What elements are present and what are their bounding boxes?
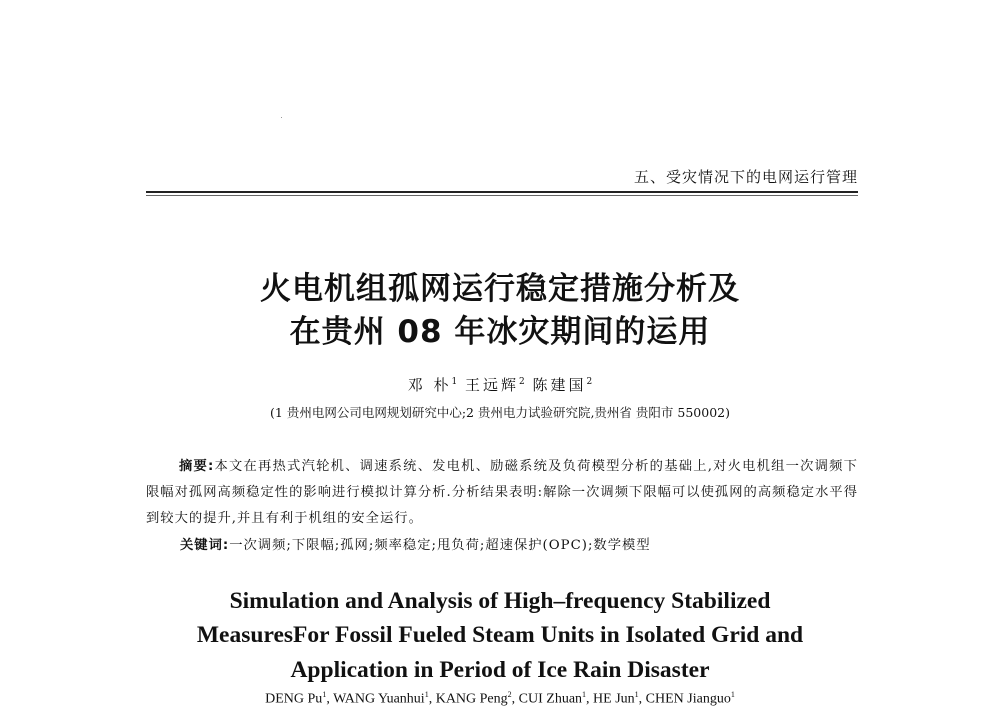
author-en-sup: 2: [507, 690, 512, 699]
author-en-sup: 1: [424, 690, 429, 699]
title-cn-line-1: 火电机组孤网运行稳定措施分析及: [260, 271, 740, 307]
keywords: [180, 534, 651, 553]
abstract-label: 摘要:: [179, 459, 215, 474]
abstract: [146, 454, 858, 532]
author-cn-sup: 2: [586, 377, 593, 387]
author-cn-name: 陈建国: [532, 376, 587, 394]
author-en-sup: 1: [634, 690, 639, 699]
header-rule-thick: [146, 191, 858, 193]
header-rule-thin: [146, 195, 858, 196]
author-en-name: CUI Zhuan: [518, 691, 583, 707]
affiliation-cn: (1 贵州电网公司电网规划研究中心;2 贵州电力试验研究院,贵州省 贵阳市 550002): [270, 405, 730, 420]
author-en-name: CHEN Jianguo: [645, 691, 731, 707]
abstract-text: 本文在再热式汽轮机、调速系统、发电机、励磁系统及负荷模型分析的基础上,对火电机组一次调频下限幅对孤网高频稳定性的影响进行模拟计算分析.分析结果表明:解除一次调频下限幅可以使孤网的高频稳定水平得到较大的提升,并且有利于机组的安全运行。: [146, 459, 858, 526]
title-en-line-3: Application in Period of Ice Rain Disaster: [290, 657, 710, 683]
author-en-name: HE Jun: [593, 691, 635, 707]
scan-speck: [281, 117, 282, 118]
author-en-sup: 1: [730, 690, 735, 699]
author-en-name: DENG Pu: [265, 691, 323, 707]
author-cn-sup: 1: [451, 377, 458, 387]
authors-cn: [0, 374, 1000, 395]
author-cn-name: 邓 朴: [407, 376, 452, 394]
author-cn-sup: 2: [519, 377, 525, 387]
title-en-line-2: MeasuresFor Fossil Fueled Steam Units in Isolated Grid and: [196, 622, 804, 648]
section-header: 五、受灾情况下的电网运行管理: [633, 168, 858, 186]
authors-en: DENG Pu$^1$, WANG Yuanhui$^1$, KANG Peng$^2$, CUI Zhuan$^1$, HE Jun$^1$, CHEN Jianguo$^1$: [265, 690, 735, 707]
author-en-sup: 1: [322, 690, 327, 699]
title-en-line-1: Simulation and Analysis of High–frequency Stabilized: [229, 588, 771, 614]
keywords-label: 关键词:: [180, 538, 230, 553]
author-en-sup: 1: [582, 690, 587, 699]
author-en-name: KANG Peng: [435, 691, 508, 707]
title-cn-line-2: 在贵州 08 年冰灾期间的运用: [289, 314, 711, 350]
author-en-name: WANG Yuanhui: [333, 691, 425, 707]
keywords-text: 一次调频;下限幅;孤网;频率稳定;甩负荷;超速保护(OPC);数学模型: [229, 538, 651, 553]
author-cn-name: 王远辉: [465, 376, 520, 394]
